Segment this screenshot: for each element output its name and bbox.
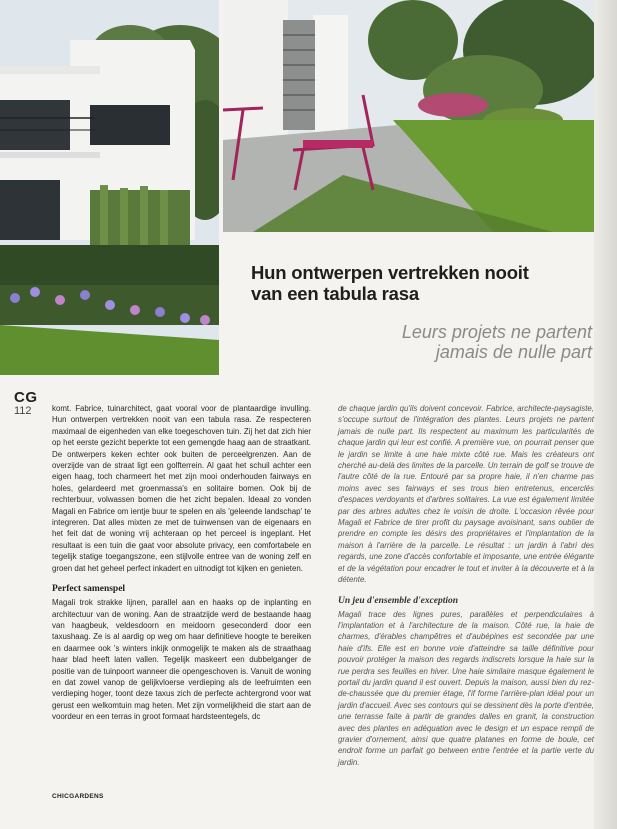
- dutch-paragraph-2: Magali trok strakke lijnen, parallel aan en haaks op de inplanting en architectuur van de woning. Aan de straatzijde werd de bestaande haag van haagbeuk, veldesdoorn en meidoorn geseconderd door een taxushaag. Ze is al aardig op weg om haar definitieve hoogte te bereiken en daarmee ook 's winters inkijk onmogelijk te maken als de straathaag haar blad heeft laten vallen. Tegelijk maskeert een dubbelganger de positie van de tuinpoort wanneer die opengeschoven is. Vanuit de woning en dat zowel vanop de gelijkvloerse verdieping als de leefruimten een verdieping hoger, toont deze taxus zich de perfecte achtergrond voor wat gerust een welkomtuin mag heten. Met zijn vormelijkheid die start aan de voordeur en een terras in groot formaat hardsteentegels, dc: [52, 598, 311, 722]
- dutch-title-line-2: van een tabula rasa: [251, 283, 419, 304]
- french-title-line-1: Leurs projets ne partent: [401, 322, 592, 342]
- french-title: [330, 322, 592, 362]
- footer-brand: CHICGARDENS: [52, 793, 104, 800]
- dutch-paragraph-1: komt. Fabrice, tuinarchitect, gaat vooral voor de plantaardige invulling. Hun ontwerpen vertrekken nooit van een tabula rasa. Ze respecteren maximaal de eigenheden van elke toegeschoven tuin. Zij het dat zich hier op het eerste gezicht beperkte tot een gemengde haag aan de straatkant. De ontwerpers keken echter ook buiten de perceelgrenzen. Aan de overzijde van de straat ligt een golfterrein. Al gaat het schuil achter een eigen haag, toch charmeert het met zijn mooi onderhouden fairways en holes, gelardeerd met groenmassa's en solitaire bomen. Ook bij de rechterbuur, volwassen bomen die het zicht bepalen. Ideaal zo vonden Magali en Fabrice om ientje buur te spelen en als 'geleende landschap' te integreren. Dat alles mixten ze met de tuinwensen van de eigenaars en het feit dat de woning vrij achteraan op het perceel is ingeplant. Het resultaat is een tuin die gaat voor absolute privacy, een comfortabele en tegelijk statige toegangszone, een stijlvolle entree van de woning zelf en groen dat het geheel perfect inkadert en uitnodigt tot kijken en genieten.: [52, 404, 311, 573]
- french-paragraph-2: Magali trace des lignes pures, parallèles et perpendiculaires à l'implantation et à l'architecture de la maison. Côté rue, la haie de charmes, d'érables champêtres et d'aubépines est secondée par une haie d'ifs. Elle est en bonne voie d'atteindre sa taille définitive pour pouvoir protéger la maison des regards indiscrets lorsque la haie sur la rue perdra ses feuilles en hiver. Une haie similaire masque également le portail du jardin quand il est ouvert. Depuis la maison, aussi bien du rez-de-chaussée que du premier étage, l'if forme l'arrière-plan idéal pour un jardin d'accueil. Avec ses contours qui se dessinent dès la porte d'entrée, une terrasse faite à partir de grandes dalles en granit, la construction avec des plantes en adéquation avec le design et un espace rempli de gravier d'ornement, ainsi que quatre platanes en forme de boule, cet endroit forme un parfait go between entre l'entrée et la partie verte du jardin.: [338, 609, 594, 767]
- french-subheading: Un jeu d'ensemble d'exception: [338, 595, 459, 606]
- dutch-column: [52, 403, 311, 723]
- french-title-line-2: jamais de nulle part: [435, 342, 592, 362]
- dutch-title-line-1: Hun ontwerpen vertrekken nooit: [251, 262, 529, 283]
- dutch-subheading: Perfect samenspel: [52, 584, 126, 595]
- french-paragraph-1: de chaque jardin qu'ils doivent concevoir. Fabrice, architecte-paysagiste, s'occupe surtout de l'intégration des plantes. Leurs projets ne partent jamais de nulle part. Ils respectent au maximum les particularités de chaque jardin qui leur est confié. A première vue, on pourrait penser que le jardin se limite à une haie mixte côté rue. Mais les créateurs ont cherché au-delà des limites de la parcelle. Un terrain de golf se trouve de l'autre côté de la rue. Entouré par sa propre haie, il n'en charme pas moins avec ses fairways et ses trous bien entretenus, encerclés d'espaces verdoyants et d'arbres solitaires. La vue est également limitée par des arbres adultes chez le voisin de droite. L'occasion rêvée pour Magali et Fabrice de tirer profit du paysage avoisinant, sans oublier de prendre en compte les désirs des propriétaires et l'implantation de la maison à l'arrière de la parcelle. Le résultat : un jardin à l'abri des regards, une zone d'accès confortable et imposante, une entrée élégante et de la végétation pour encadrer le tout et inviter à la découverte et à la détente.: [338, 404, 594, 585]
- french-column: [338, 403, 594, 768]
- house-photo: [0, 0, 219, 375]
- page-number: 112: [14, 405, 32, 417]
- magazine-mark: CG: [14, 389, 38, 406]
- page-marker: [14, 389, 38, 417]
- garden-photo: [223, 0, 594, 232]
- page-edge-shadow: [594, 0, 617, 829]
- dutch-title: [251, 262, 591, 304]
